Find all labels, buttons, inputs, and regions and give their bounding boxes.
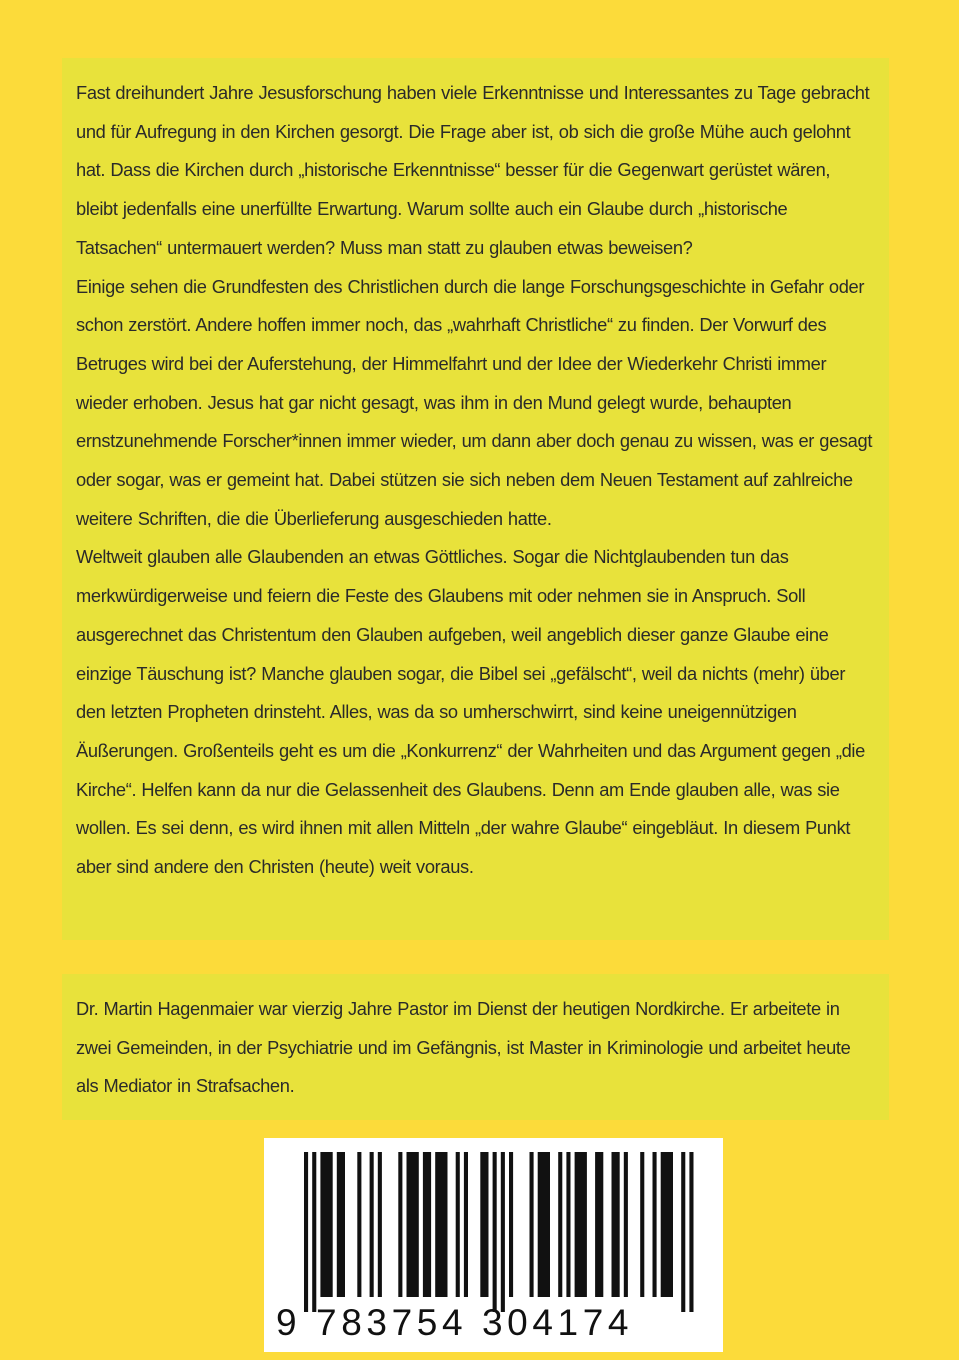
barcode-bar xyxy=(509,1152,513,1297)
blurb-paragraph-3: Weltweit glauben alle Glaubenden an etwas Göttliches. Sogar die Nichtglaubenden tun das merkwürdigerweise und feiern die Feste des Glaubens mit oder nehmen sie in Anspruch. Soll ausgerechnet das Christentum den Glauben aufgeben, weil angeblich dieser ganze Glaube eine einzige Täuschung ist? Manche glauben sogar, die Bibel sei „gefälscht“, weil da nichts (mehr) über den letzten Propheten drinsteht. Alles, was da so umherschwirrt, sind keine uneigennützigen Äußerungen. Großenteils geht es um die „Konkurrenz“ der Wahrheiten und das Argument gegen „die Kirche“. Helfen kann da nur die Gelassenheit des Glaubens. Denn am Ende glauben alle, was sie wollen. Es sei denn, es wird ihnen mit allen Mitteln „der wahre Glaube“ eingebläut. In diesem Punkt aber sind andere den Christen (heute) weit voraus. xyxy=(76,546,865,878)
barcode-bar xyxy=(370,1152,374,1297)
barcode-bar xyxy=(464,1152,468,1297)
barcode-bar xyxy=(653,1152,657,1297)
barcode-bar xyxy=(612,1152,620,1297)
barcode-bar xyxy=(337,1152,345,1297)
blurb-paragraph-2: Einige sehen die Grundfesten des Christlichen durch die lange Forschungsgeschichte in Gefahr oder schon zerstört. Andere hoffen immer noch, das „wahrhaft Christliche“ zu finden. Der Vorwurf des Betruges wird bei der Auferstehung, der Himmelfahrt und der Idee der Wiederkehr Christi immer wieder erhoben. Jesus hat gar nicht gesagt, was ihm in den Mund gelegt wurde, behaupten ernstzunehmende Forscher*innen immer wieder, um dann aber doch genau zu wissen, was er gesagt oder sogar, was er gemeint hat. Dabei stützen sie sich neben dem Neuen Testament auf zahlreiche weitere Schriften, die die Überlieferung ausgeschieden hatte. xyxy=(76,275,873,529)
barcode-bar xyxy=(661,1152,673,1297)
barcode-bar xyxy=(378,1152,382,1297)
barcode-bar xyxy=(423,1152,431,1297)
barcode-bar xyxy=(575,1152,587,1297)
barcode-bar xyxy=(558,1152,562,1297)
barcode-bar xyxy=(566,1152,570,1297)
barcode-bar xyxy=(640,1152,644,1297)
author-bio-box xyxy=(62,974,889,1120)
barcode-bar xyxy=(681,1152,685,1312)
blurb-text-box xyxy=(62,58,889,940)
barcode xyxy=(264,1138,723,1352)
barcode-bar xyxy=(407,1152,419,1297)
barcode-bar xyxy=(304,1152,308,1312)
barcode-bar xyxy=(624,1152,628,1297)
barcode-bar xyxy=(493,1152,497,1312)
barcode-bar xyxy=(456,1152,460,1297)
barcode-bar xyxy=(480,1152,488,1297)
barcode-bar xyxy=(501,1152,505,1312)
barcode-bar xyxy=(435,1152,447,1297)
barcode-digits: 9 783754 304174 xyxy=(276,1302,634,1343)
barcode-bar xyxy=(398,1152,402,1297)
barcode-bar xyxy=(320,1152,332,1297)
author-bio: Dr. Martin Hagenmaier war vierzig Jahre Pastor im Dienst der heutigen Nordkirche. Er arbeitete in zwei Gemeinden, in der Psychiatrie und im Gefängnis, ist Master in Kriminologie und arbeitet heute als Mediator in Strafsachen. xyxy=(76,998,851,1097)
barcode-bar xyxy=(595,1152,603,1297)
barcode-bar xyxy=(357,1152,361,1297)
blurb-paragraph-1: Fast dreihundert Jahre Jesusforschung haben viele Erkenntnisse und Interessantes zu Tage gebracht und für Aufregung in den Kirchen gesorgt. Die Frage aber ist, ob sich die große Mühe auch gelohnt hat. Dass die Kirchen durch „historische Erkenntnisse“ besser für die Gegenwart gerüstet wären, bleibt jedenfalls eine unerfüllte Erwartung. Warum sollte auch ein Glaube durch „historische Tatsachen“ untermauert werden? Muss man statt zu glauben etwas beweisen? xyxy=(76,82,870,258)
barcode-bar xyxy=(538,1152,550,1297)
barcode-bar xyxy=(312,1152,316,1312)
barcode-bar xyxy=(689,1152,693,1312)
barcode-bar xyxy=(530,1152,534,1297)
